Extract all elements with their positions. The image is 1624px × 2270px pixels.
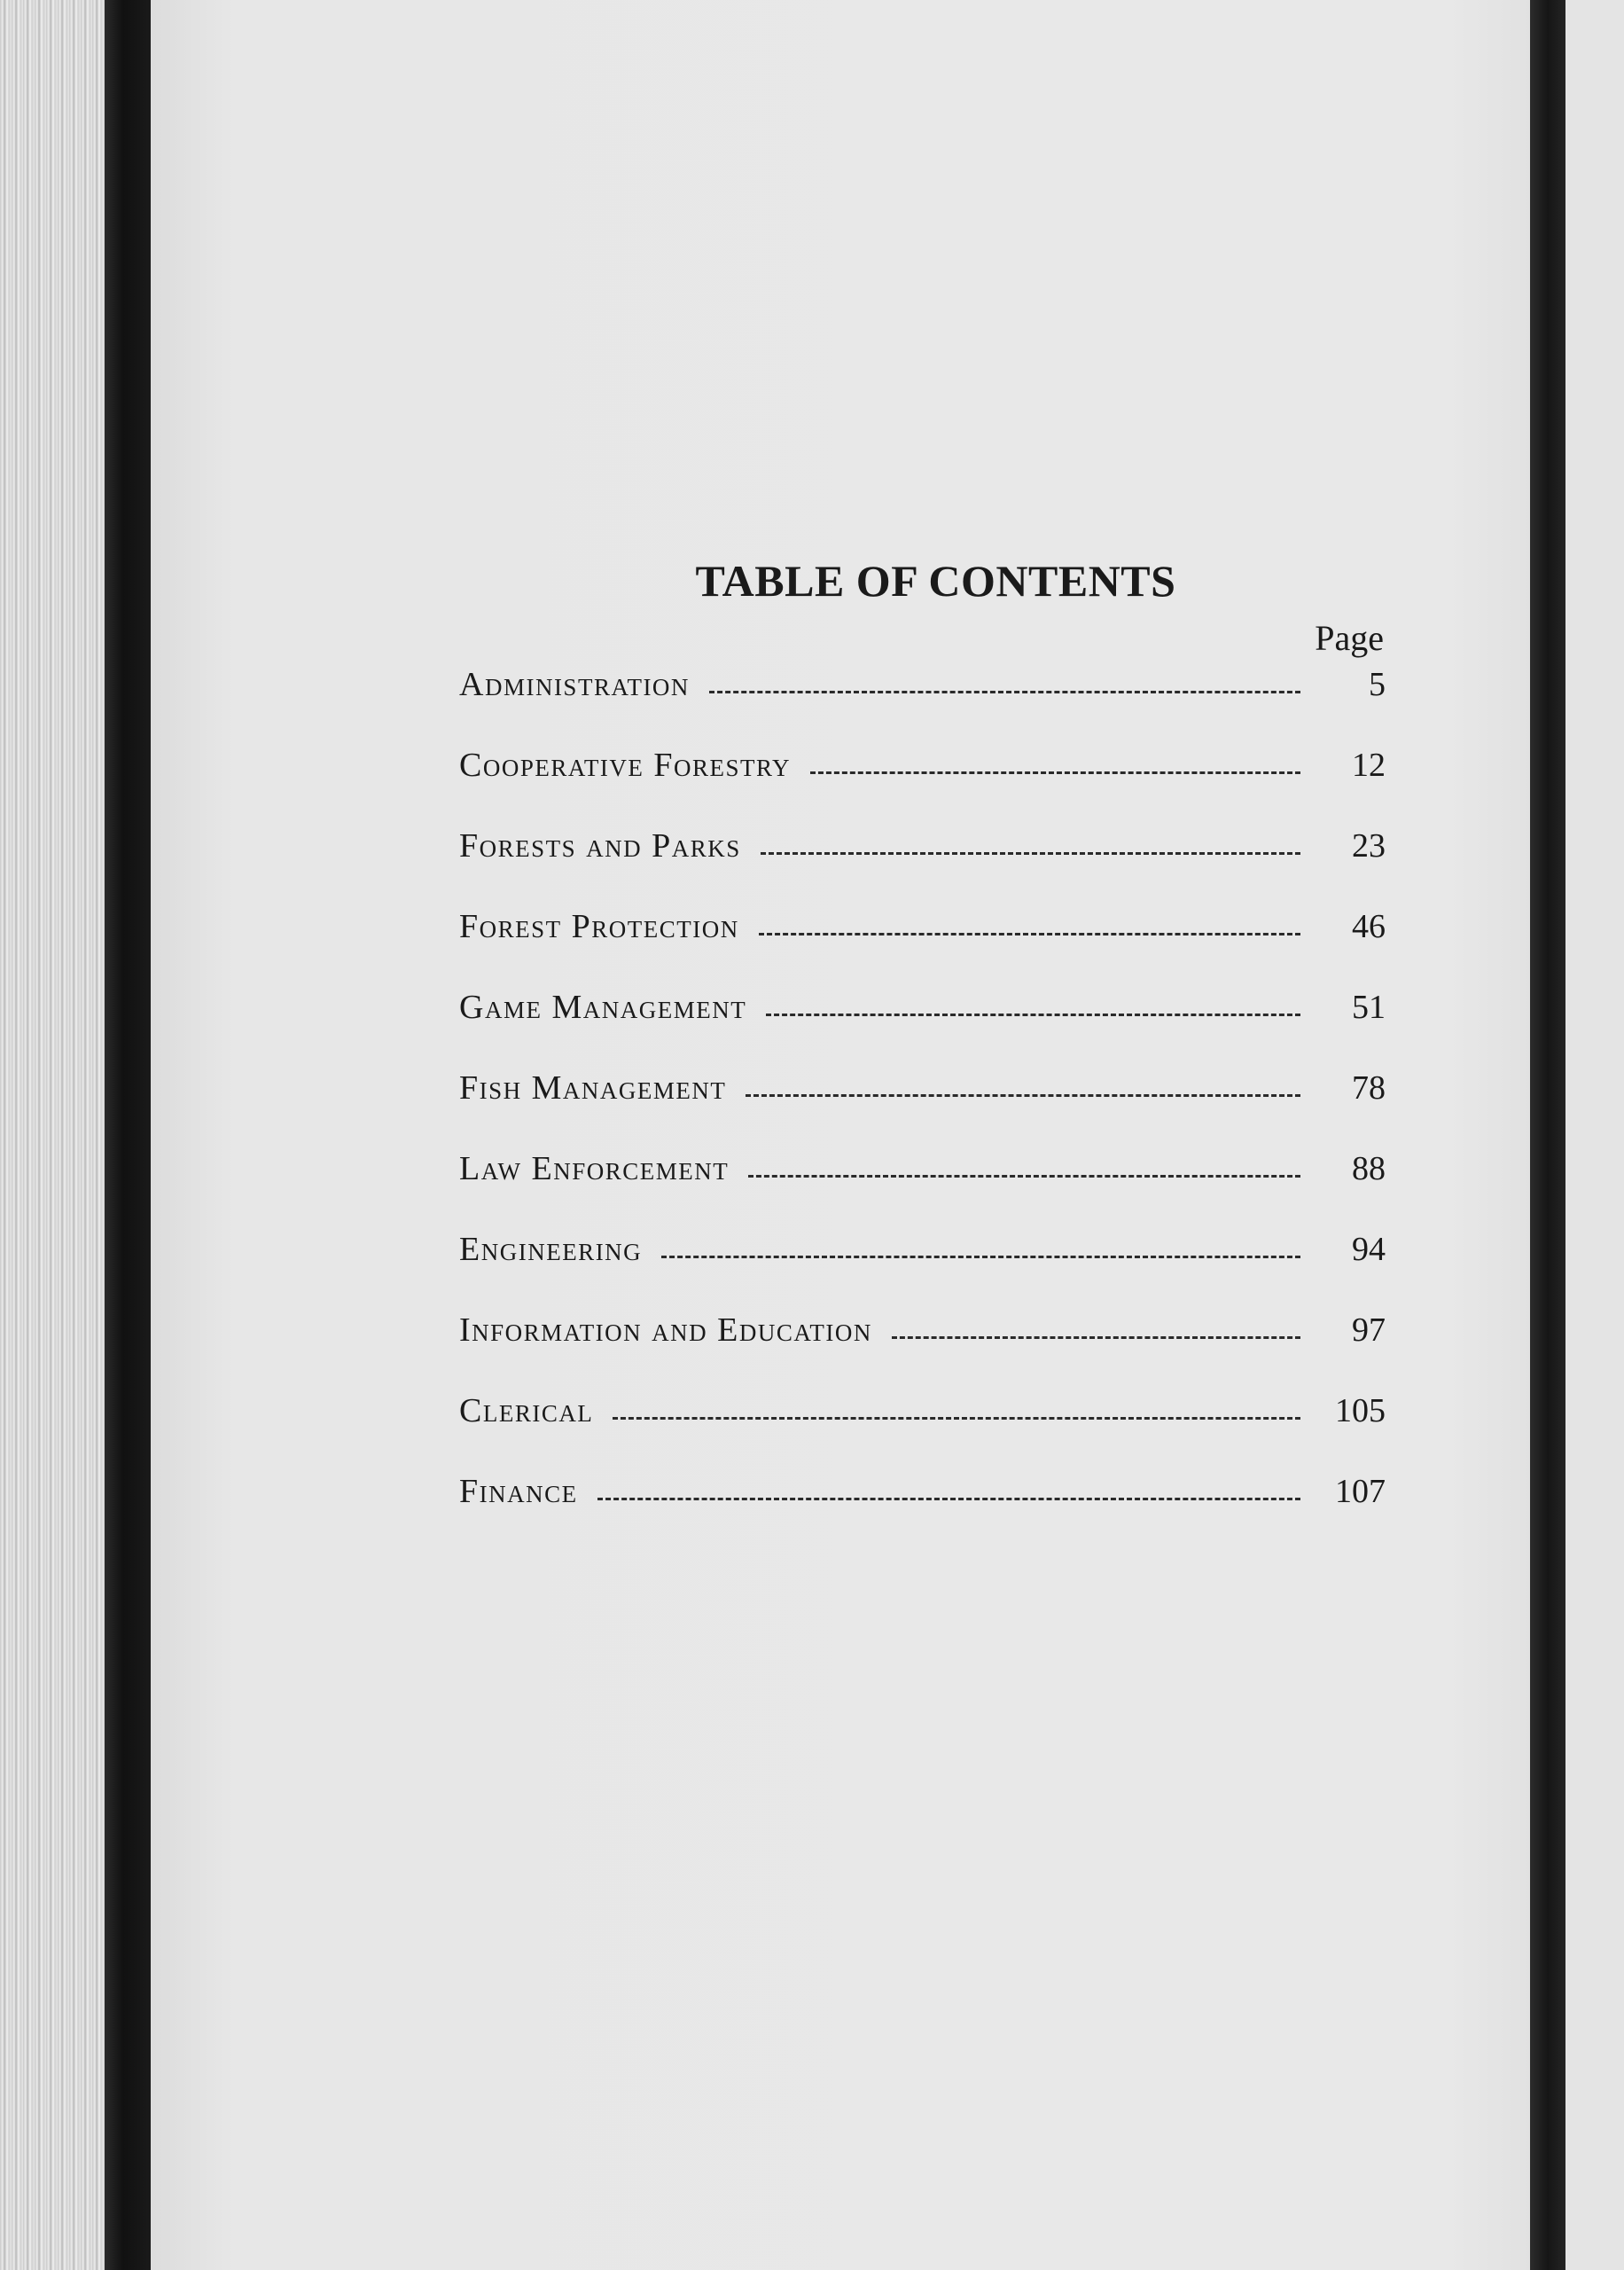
toc-entry-label: Administration — [459, 666, 690, 703]
dot-leader — [748, 1171, 1300, 1178]
toc-entry — [459, 1384, 1386, 1465]
toc-entry-page: 46 — [1352, 908, 1386, 945]
toc-entry — [459, 739, 1386, 819]
toc-title: TABLE OF CONTENTS — [695, 556, 1176, 606]
toc-entry — [459, 658, 1386, 739]
toc-entry-page: 5 — [1369, 666, 1386, 703]
toc-entry — [459, 1061, 1386, 1142]
toc-entry-page: 88 — [1352, 1150, 1386, 1187]
dot-leader — [661, 1252, 1300, 1258]
toc-entry-label: Fish Management — [459, 1069, 727, 1107]
toc-entry-label: Forests and Parks — [459, 827, 741, 865]
dot-leader — [709, 687, 1300, 693]
toc-entry-label: Law Enforcement — [459, 1150, 730, 1187]
toc-entry — [459, 819, 1386, 900]
toc-entry — [459, 1465, 1386, 1546]
page-edges — [0, 0, 105, 2270]
toc-entry-label: Engineering — [459, 1231, 643, 1268]
toc-entry-page: 23 — [1352, 827, 1386, 865]
toc-entry-label: Forest Protection — [459, 908, 739, 945]
toc-entry-label: Clerical — [459, 1392, 594, 1429]
toc-entry — [459, 981, 1386, 1061]
dot-leader — [613, 1413, 1300, 1420]
dot-leader — [761, 849, 1300, 855]
dot-leader — [597, 1494, 1300, 1500]
dot-leader — [892, 1333, 1300, 1339]
toc-entry-label: Information and Education — [459, 1311, 872, 1349]
toc-entry-page: 78 — [1352, 1069, 1386, 1107]
toc-entry-label: Cooperative Forestry — [459, 747, 792, 784]
binding-gutter-right — [1530, 0, 1565, 2270]
page-column-header: Page — [1315, 618, 1384, 658]
binding-gutter-left — [105, 0, 151, 2270]
dot-leader — [810, 768, 1300, 774]
toc-entry-page: 51 — [1352, 989, 1386, 1026]
adjacent-page-edge — [1565, 0, 1624, 2270]
toc-entry — [459, 1142, 1386, 1223]
toc-entry-page: 105 — [1335, 1392, 1386, 1429]
toc-entry-label: Game Management — [459, 989, 747, 1026]
dot-leader — [759, 929, 1300, 935]
toc-entry — [459, 1223, 1386, 1303]
table-of-contents — [459, 550, 1386, 1546]
toc-entry — [459, 900, 1386, 981]
toc-entry-page: 94 — [1352, 1231, 1386, 1268]
toc-entry-label: Finance — [459, 1473, 578, 1510]
dot-leader — [766, 1010, 1300, 1016]
toc-entry-page: 107 — [1335, 1473, 1386, 1510]
toc-entries — [459, 658, 1386, 1546]
dot-leader — [746, 1091, 1300, 1097]
toc-entry — [459, 1303, 1386, 1384]
toc-entry-page: 12 — [1352, 747, 1386, 784]
toc-entry-page: 97 — [1352, 1311, 1386, 1349]
